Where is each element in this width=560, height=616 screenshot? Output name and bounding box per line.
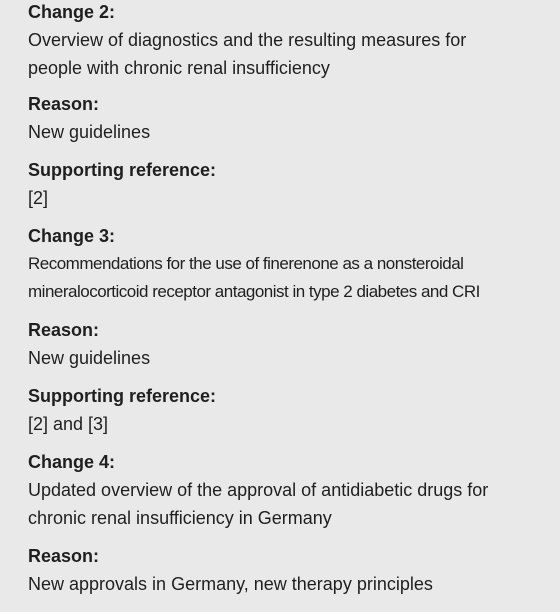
change-4-line-1: Updated overview of the approval of antidiabetic drugs for (28, 480, 489, 500)
reason-3-block (28, 316, 554, 372)
reason-2-block (28, 90, 554, 146)
reference-3-block (28, 382, 554, 438)
change-4-block (28, 448, 554, 532)
reason-4-text: New approvals in Germany, new therapy principles (28, 574, 433, 594)
change-2-heading: Change 2: (28, 2, 116, 22)
change-4-description (28, 476, 554, 532)
change-3-line-2: mineralocorticoid receptor antagonist in type 2 diabetes and CRI (28, 282, 480, 301)
reference-2-block (28, 156, 554, 212)
change-4-heading: Change 4: (28, 452, 116, 472)
reason-4-heading: Reason: (28, 546, 100, 566)
change-3-line-1: Recommendations for the use of finerenone as a nonsteroidal (28, 254, 464, 273)
change-2-block (28, 0, 554, 82)
change-3-description (28, 250, 554, 306)
reason-3-heading: Reason: (28, 320, 100, 340)
reason-2-heading: Reason: (28, 94, 100, 114)
reason-4-block (28, 542, 554, 598)
reference-2-text: [2] (28, 188, 49, 208)
change-2-line-2: people with chronic renal insufficiency (28, 58, 330, 78)
reference-3-text: [2] and [3] (28, 414, 109, 434)
reference-2-heading: Supporting reference: (28, 160, 217, 180)
change-4-line-2: chronic renal insufficiency in Germany (28, 508, 332, 528)
change-2-line-1: Overview of diagnostics and the resulting measures for (28, 30, 467, 50)
reference-3-heading: Supporting reference: (28, 386, 217, 406)
reason-2-text: New guidelines (28, 122, 151, 142)
reason-3-text: New guidelines (28, 348, 151, 368)
change-2-description (28, 26, 554, 82)
change-3-block (28, 222, 554, 306)
change-3-heading: Change 3: (28, 226, 116, 246)
